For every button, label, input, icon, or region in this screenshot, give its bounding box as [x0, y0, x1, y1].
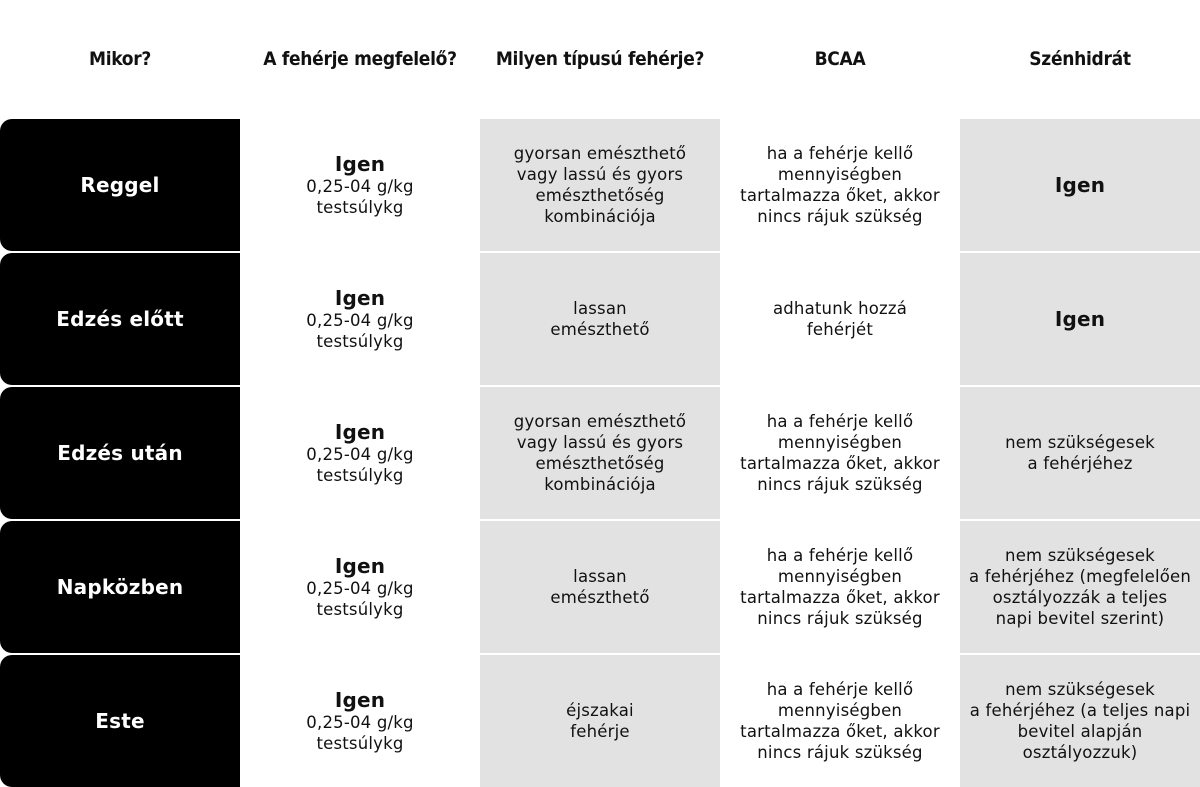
protein-type-text: gyorsan emészthető vagy lassú és gyors emészthetőség kombinációja — [513, 412, 687, 494]
header-carbohydrate: Szénhidrát — [1029, 48, 1131, 70]
bcaa-text: ha a fehérje kellő mennyiségben tartalmazza őket, akkor nincs rájuk szükség — [740, 144, 940, 226]
carb-text: nem szükségesek a fehérjéhez — [1005, 433, 1155, 473]
protein-cell — [240, 521, 480, 653]
row-label — [0, 253, 240, 385]
bcaa-cell — [720, 655, 960, 787]
carb-cell — [960, 119, 1200, 251]
row-label — [0, 521, 240, 653]
protein-answer: Igen — [334, 420, 386, 444]
row-label-text: Reggel — [80, 172, 160, 197]
bcaa-text: ha a fehérje kellő mennyiségben tartalmazza őket, akkor nincs rájuk szükség — [740, 412, 940, 494]
protein-answer: Igen — [334, 152, 386, 176]
row-label-text: Napközben — [56, 574, 184, 599]
protein-type-cell — [480, 119, 720, 251]
row-label — [0, 387, 240, 519]
protein-detail: 0,25-04 g/kg testsúlykg — [306, 579, 414, 619]
carb-cell — [960, 655, 1200, 787]
protein-cell — [240, 655, 480, 787]
protein-cell — [240, 253, 480, 385]
protein-type-text: gyorsan emészthető vagy lassú és gyors emészthetőség kombinációja — [513, 144, 687, 226]
bcaa-cell — [720, 119, 960, 251]
table-header-row — [0, 0, 1200, 118]
bcaa-cell — [720, 387, 960, 519]
protein-detail: 0,25-04 g/kg testsúlykg — [306, 713, 414, 753]
bcaa-cell — [720, 521, 960, 653]
row-label — [0, 119, 240, 251]
protein-type-text: lassan emészthető — [550, 299, 650, 339]
header-bcaa: BCAA — [814, 48, 866, 70]
protein-answer: Igen — [334, 554, 386, 578]
carb-text: nem szükségesek a fehérjéhez (megfelelően osztályozzák a teljes napi bevitel szerint) — [968, 546, 1192, 628]
header-protein-adequate: A fehérje megfelelő? — [263, 48, 457, 70]
header-protein-type: Milyen típusú fehérje? — [495, 48, 705, 70]
header-when: Mikor? — [88, 48, 152, 70]
protein-type-cell — [480, 253, 720, 385]
carb-text: Igen — [1054, 307, 1106, 331]
carb-cell — [960, 253, 1200, 385]
table-row — [0, 387, 1200, 519]
protein-cell — [240, 387, 480, 519]
bcaa-text: ha a fehérje kellő mennyiségben tartalmazza őket, akkor nincs rájuk szükség — [740, 546, 940, 628]
protein-type-cell — [480, 655, 720, 787]
bcaa-text: adhatunk hozzá fehérjét — [772, 299, 908, 339]
carb-text: Igen — [1054, 173, 1106, 197]
protein-detail: 0,25-04 g/kg testsúlykg — [306, 311, 414, 351]
table-row — [0, 521, 1200, 653]
row-label-text: Edzés előtt — [56, 306, 184, 331]
protein-type-cell — [480, 387, 720, 519]
carb-cell — [960, 387, 1200, 519]
protein-type-cell — [480, 521, 720, 653]
carb-text: nem szükségesek a fehérjéhez (a teljes napi bevitel alapján osztályozzuk) — [969, 680, 1191, 762]
bcaa-text: ha a fehérje kellő mennyiségben tartalmazza őket, akkor nincs rájuk szükség — [740, 680, 940, 762]
table-row — [0, 119, 1200, 251]
table-row — [0, 655, 1200, 787]
protein-answer: Igen — [334, 688, 386, 712]
protein-detail: 0,25-04 g/kg testsúlykg — [306, 177, 414, 217]
protein-detail: 0,25-04 g/kg testsúlykg — [306, 445, 414, 485]
protein-cell — [240, 119, 480, 251]
row-label — [0, 655, 240, 787]
table-row — [0, 253, 1200, 385]
carb-cell — [960, 521, 1200, 653]
protein-type-text: éjszakai fehérje — [566, 701, 634, 741]
protein-answer: Igen — [334, 286, 386, 310]
row-label-text: Edzés után — [57, 440, 183, 465]
bcaa-cell — [720, 253, 960, 385]
row-label-text: Este — [95, 708, 145, 733]
protein-type-text: lassan emészthető — [550, 567, 650, 607]
